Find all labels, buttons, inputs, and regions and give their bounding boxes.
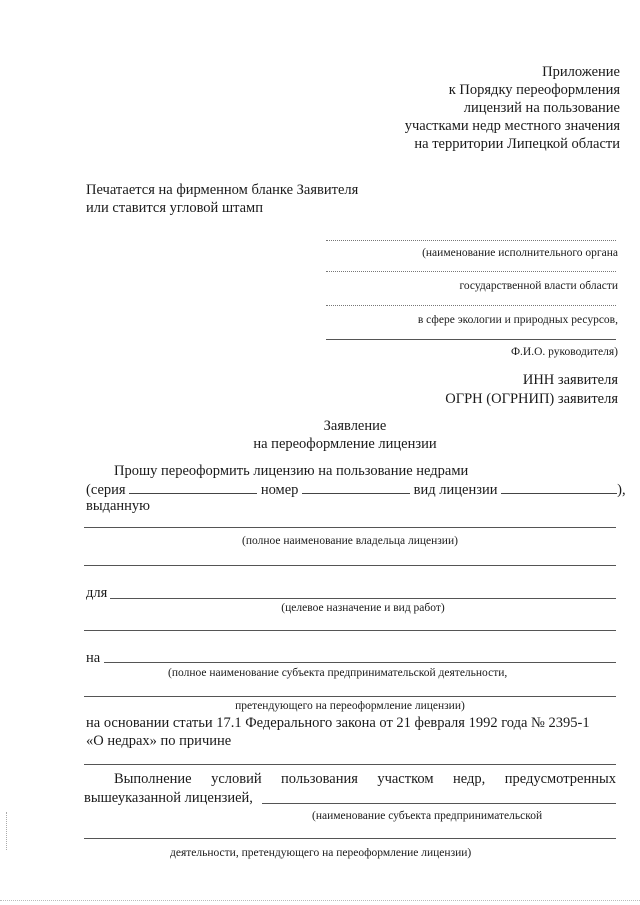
series-field[interactable] [129, 480, 257, 494]
basis-line-2: «О недрах» по причине [86, 733, 232, 749]
purpose-field-1[interactable] [110, 598, 616, 599]
owner-field-1[interactable] [84, 527, 616, 528]
appendix-line-1: Приложение [542, 64, 620, 80]
addressee-line-1 [326, 240, 616, 241]
entity-field-2[interactable] [84, 696, 616, 697]
purpose-field-2[interactable] [84, 630, 616, 631]
fulfil-word-6: предусмотренных [504, 771, 616, 787]
document-title: Заявление [323, 418, 387, 434]
appendix-line-2: к Порядку переоформления [448, 82, 620, 98]
owner-caption: (полное наименование владельца лицензии) [242, 535, 458, 547]
reason-field[interactable] [84, 764, 616, 765]
fulfil-line-1 [114, 770, 616, 788]
fulfil-entity-field-2[interactable] [84, 838, 616, 839]
addressee-caption-1: (наименование исполнительного органа [422, 247, 618, 259]
scan-bottom-edge [0, 900, 640, 901]
addressee-caption-3: в сфере экологии и природных ресурсов, [417, 314, 618, 326]
letterhead-line-1: Печатается на фирменном бланке Заявителя [86, 182, 359, 198]
addressee-line-4 [326, 339, 616, 340]
fulfil-word-1: Выполнение [114, 771, 192, 787]
appendix-line-5: на территории Липецкой области [414, 136, 620, 152]
owner-field-2[interactable] [84, 565, 616, 566]
addressee-caption-4: Ф.И.О. руководителя) [510, 346, 618, 358]
close-paren: ), [617, 482, 626, 498]
fulfil-caption-1: (наименование субъекта предпринимательской [312, 810, 543, 822]
fulfil-line-2: вышеуказанной лицензией, [84, 790, 253, 806]
for-label: для [86, 585, 108, 601]
entity-field-1[interactable] [104, 662, 616, 663]
series-label: (серия [86, 482, 126, 498]
fulfil-word-4: участком [377, 771, 434, 787]
purpose-caption: (целевое назначение и вид работ) [281, 602, 445, 614]
fulfil-word-3: пользования [281, 771, 358, 787]
inn-label: ИНН заявителя [522, 372, 618, 388]
number-field[interactable] [302, 480, 410, 494]
ogrn-label: ОГРН (ОГРНИП) заявителя [445, 391, 618, 407]
number-label: номер [260, 482, 299, 498]
fulfil-word-2: условий [211, 771, 262, 787]
type-label: вид лицензии [413, 482, 498, 498]
series-number-type-row [86, 480, 626, 499]
document-subtitle: на переоформление лицензии [253, 436, 437, 452]
addressee-line-3 [326, 305, 616, 306]
scan-edge-artifact [6, 812, 9, 850]
addressee-line-2 [326, 271, 616, 272]
issued-label: выданную [86, 498, 151, 514]
entity-caption-1: (полное наименование субъекта предпринимательской деятельности, [168, 667, 508, 679]
type-field[interactable] [501, 480, 617, 494]
appendix-line-4: участками недр местного значения [404, 118, 620, 134]
fulfil-caption-2: деятельности, претендующего на переоформление лицензии) [170, 847, 472, 859]
entity-caption-2: претендующего на переоформление лицензии) [235, 700, 465, 712]
request-text: Прошу переоформить лицензию на пользование недрами [114, 463, 469, 479]
appendix-line-3: лицензий на пользование [463, 100, 620, 116]
fulfil-entity-field-1[interactable] [262, 803, 616, 804]
addressee-caption-2: государственной власти области [459, 280, 618, 292]
fulfil-word-5: недр, [452, 771, 486, 787]
letterhead-line-2: или ставится угловой штамп [86, 200, 263, 216]
on-label: на [86, 650, 101, 666]
basis-line-1: на основании статьи 17.1 Федерального закона от 21 февраля 1992 года № 2395-1 [86, 715, 590, 731]
